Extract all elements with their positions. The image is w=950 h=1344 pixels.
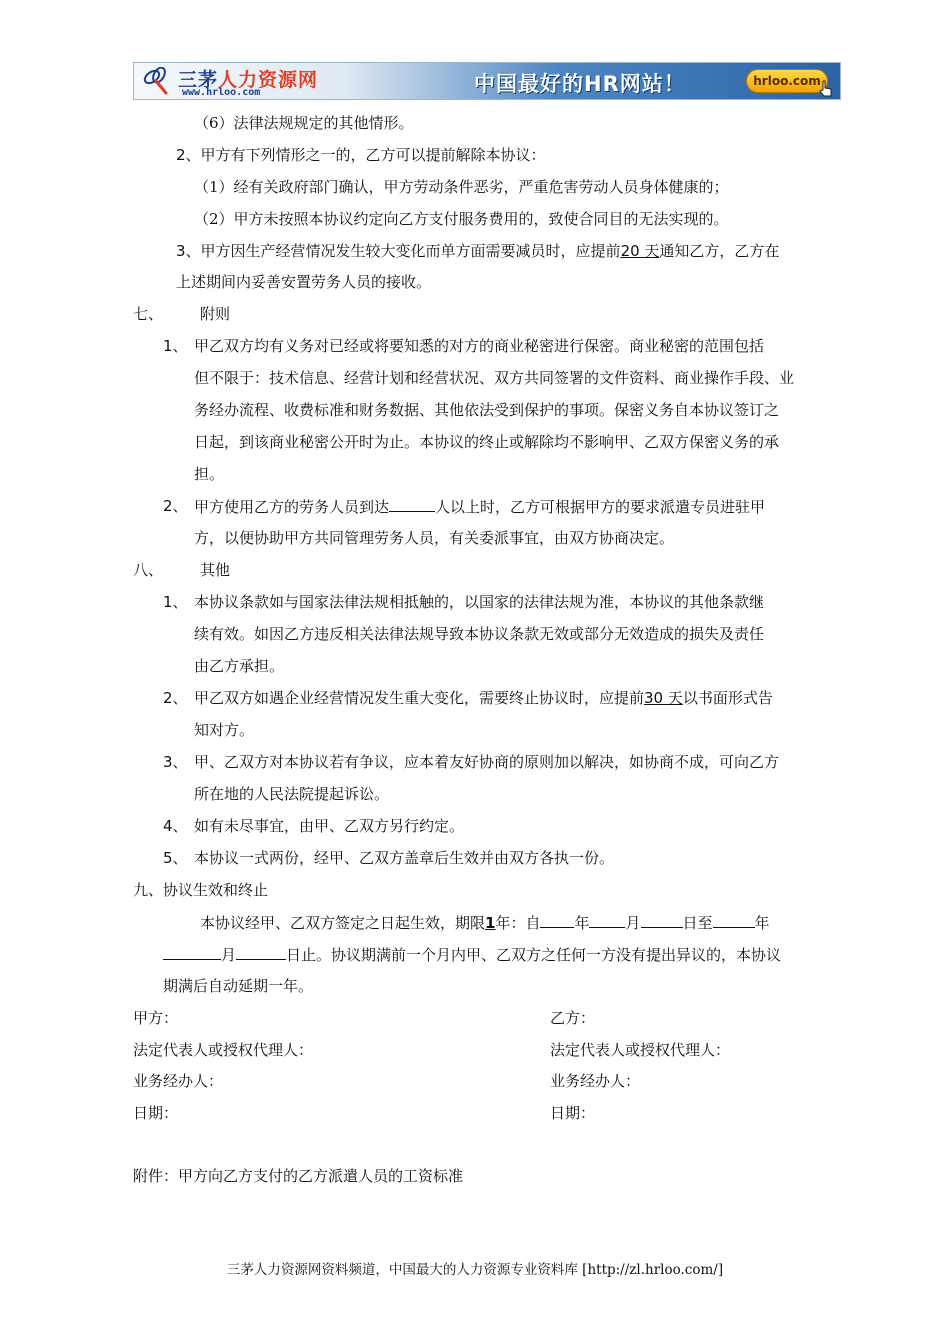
section-7-title: 附则 [200,305,231,323]
clause-7-1-line: 担。 [194,465,225,483]
clause-7-1-line: 但不限于：技术信息、经营计划和经营状况、双方共同签署的文件资料、商业操作手段、业 [194,369,795,387]
term-line-3: 期满后自动延期一年。 [163,977,314,995]
clause-8-4-number: 4、 [163,817,188,835]
clause-7-1-number: 1、 [163,337,188,355]
clause-8-5: 本协议一式两份，经甲、乙双方盖章后生效并由双方各执一份。 [194,849,615,867]
clause-8-2: 甲乙双方如遇企业经营情况发生重大变化，需要终止协议时，应提前30 天以书面形式告 [194,689,773,707]
clause-6-2-2: （2）甲方未按照本协议约定向乙方支付服务费用的，致使合同目的无法实现的。 [194,210,729,228]
clause-7-1-line: 务经办流程、收费标准和财务数据、其他依法受到保护的事项。保密义务自本协议签订之 [194,401,780,419]
notice-days: 20 天 [620,242,660,260]
clause-6-6: （6）法律法规规定的其他情形。 [194,114,414,132]
clause-8-2-cont: 知对方。 [194,721,255,739]
clause-7-1-line: 日起，到该商业秘密公开时为止。本协议的终止或解除均不影响甲、乙双方保密义务的承 [194,433,780,451]
term-line-2: 月 日止。协议期满前一个月内甲、乙双方之任何一方没有提出异议的，本协议 [163,944,781,965]
brand-url: www.hrloo.com [182,87,261,98]
end-day-blank[interactable] [236,944,286,960]
clause-6-3: 3、甲方因生产经营情况发生较大变化而单方面需要减员时，应提前20 天通知乙方，乙方在 [176,242,780,260]
party-a-handler-label: 业务经办人： [133,1072,224,1090]
section-9-title: 九、协议生效和终止 [133,881,269,899]
clause-8-3-number: 3、 [163,753,188,771]
clause-8-3-line: 甲、乙双方对本协议若有争议，应本着友好协商的原则加以解决，如协商不成，可向乙方 [194,753,780,771]
clause-7-2-cont: 方，以便协助甲方共同管理劳务人员，有关委派事宜，由双方协商决定。 [194,529,675,547]
clause-8-2-number: 2、 [163,689,188,707]
hand-cursor-icon [818,80,834,98]
section-7-number: 七、 [133,305,164,323]
party-b-label: 乙方： [550,1009,596,1027]
start-day-blank[interactable] [641,912,683,928]
end-year-blank[interactable] [713,912,755,928]
clause-8-5-number: 5、 [163,849,188,867]
clause-7-2: 甲方使用乙方的劳务人员到达 人以上时，乙方可根据甲方的要求派遣专员进驻甲 [194,498,766,516]
clause-6-2: 2、甲方有下列情形之一的，乙方可以提前解除本协议： [176,146,546,164]
term-years: 1 [485,914,496,932]
clause-8-1-line: 由乙方承担。 [194,657,285,675]
clause-8-1-line: 续有效。如因乙方违反相关法律法规导致本协议条款无效或部分无效造成的损失及责任 [194,625,765,643]
clause-6-3-cont: 上述期间内妥善安置劳务人员的接收。 [176,273,432,291]
header-banner[interactable] [133,62,841,100]
party-b-date-label: 日期： [550,1104,596,1122]
party-b-handler-label: 业务经办人： [550,1072,641,1090]
party-a-rep-label: 法定代表人或授权代理人： [133,1041,314,1059]
brand-name: 三茅人力资源网 [178,69,319,91]
party-a-date-label: 日期： [133,1104,179,1122]
clause-7-2-number: 2、 [163,497,188,515]
clause-7-1-line: 甲乙双方均有义务对已经或将要知悉的对方的商业秘密进行保密。商业秘密的范围包括 [194,337,765,355]
hrloo-button[interactable]: hrloo.com [746,69,828,93]
page-footer: 三茅人力资源网资料频道，中国最大的人力资源专业资料库 [http://zl.hrloo.com/] [226,1262,724,1278]
clause-8-4: 如有未尽事宜，由甲、乙双方另行约定。 [194,817,465,835]
clause-8-1-number: 1、 [163,593,188,611]
party-a-label: 甲方： [133,1009,179,1027]
clause-6-2-1: （1）经有关政府部门确认，甲方劳动条件恶劣，严重危害劳动人员身体健康的； [194,178,729,196]
start-month-blank[interactable] [589,912,625,928]
section-8-title: 其他 [200,561,231,579]
termination-notice-days: 30 天 [644,689,683,707]
dragonfly-logo-icon [142,67,172,97]
start-year-blank[interactable] [540,912,574,928]
section-8-number: 八、 [133,561,164,579]
headcount-blank[interactable] [389,496,435,512]
term-line-1: 本协议经甲、乙双方签定之日起生效，期限1年：自 年 月 日至 年 [200,914,770,932]
party-b-rep-label: 法定代表人或授权代理人： [550,1041,731,1059]
end-month-blank[interactable] [163,944,221,960]
clause-8-3-line: 所在地的人民法院提起诉讼。 [194,785,390,803]
banner-slogan: 中国最好的HR网站！ [474,72,686,96]
clause-8-1-line: 本协议条款如与国家法律法规相抵触的，以国家的法律法规为准，本协议的其他条款继 [194,593,765,611]
attachment-note: 附件：甲方向乙方支付的乙方派遣人员的工资标准 [133,1167,464,1185]
